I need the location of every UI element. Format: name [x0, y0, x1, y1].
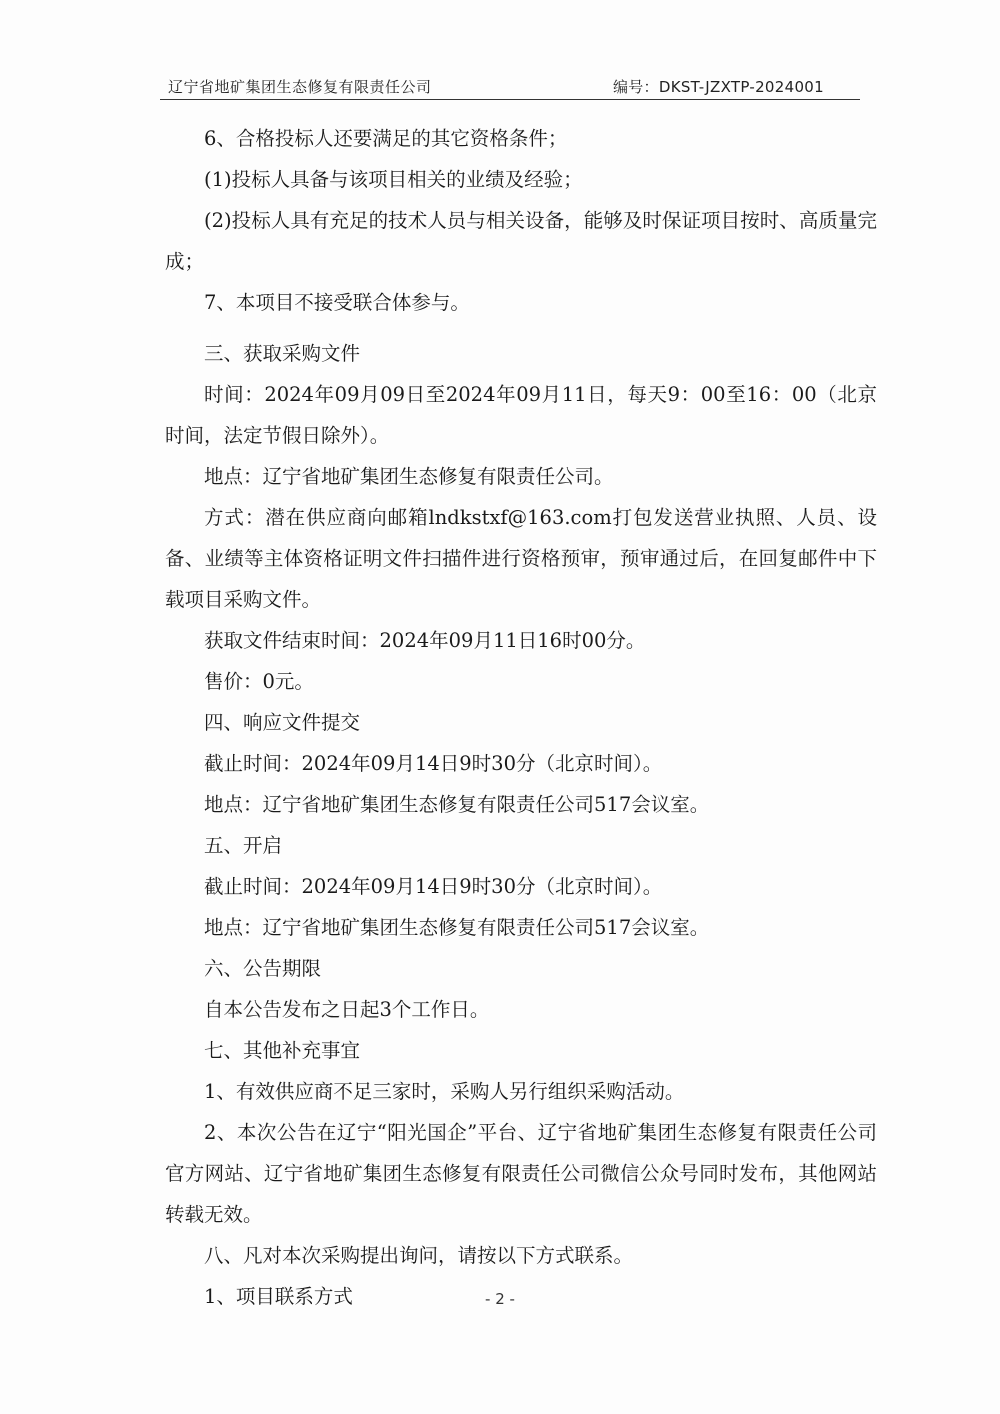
paragraph: 售价：0元。: [204, 670, 314, 693]
header-divider: [160, 99, 860, 100]
document-body: [165, 118, 877, 1317]
section-heading: 六、公告期限: [204, 957, 322, 980]
paragraph: 截止时间：2024年09月14日9时30分（北京时间）。: [204, 875, 663, 898]
paragraph: 方式：潜在供应商向邮箱lndkstxf@163.com打包发送营业执照、人员、设备、业绩等主体资格证明文件扫描件进行资格预审，预审通过后，在回复邮件中下载项目采购文件。: [165, 506, 877, 611]
paragraph: (2)投标人具有充足的技术人员与相关设备，能够及时保证项目按时、高质量完成；: [165, 209, 877, 273]
paragraph: 地点：辽宁省地矿集团生态修复有限责任公司。: [204, 465, 614, 488]
paragraph: 截止时间：2024年09月14日9时30分（北京时间）。: [204, 752, 663, 775]
section-heading: 八、凡对本次采购提出询问，请按以下方式联系。: [204, 1244, 634, 1267]
paragraph: 7、本项目不接受联合体参与。: [204, 291, 470, 314]
paragraph: 1、有效供应商不足三家时，采购人另行组织采购活动。: [204, 1080, 685, 1103]
section-heading: 五、开启: [204, 834, 283, 857]
section-heading: 七、其他补充事宜: [204, 1039, 361, 1062]
paragraph: 6、合格投标人还要满足的其它资格条件；: [204, 127, 568, 150]
header-org-name: 辽宁省地矿集团生态修复有限责任公司: [168, 78, 432, 96]
paragraph: 2、本次公告在辽宁“阳光国企”平台、辽宁省地矿集团生态修复有限责任公司官方网站、辽宁省地矿集团生态修复有限责任公司微信公众号同时发布，其他网站转载无效。: [165, 1121, 877, 1226]
section-heading: 三、获取采购文件: [204, 342, 361, 365]
paragraph: 获取文件结束时间：2024年09月11日16时00分。: [204, 629, 646, 652]
page-header: [168, 76, 860, 100]
header-doc-number: 编号：DKST-JZXTP-2024001: [612, 78, 824, 96]
page-number: - 2 -: [485, 1290, 515, 1308]
section-heading: 四、响应文件提交: [204, 711, 361, 734]
paragraph: 地点：辽宁省地矿集团生态修复有限责任公司517会议室。: [204, 793, 710, 816]
paragraph: 1、项目联系方式: [204, 1285, 353, 1308]
paragraph: 自本公告发布之日起3个工作日。: [204, 998, 490, 1021]
paragraph: 地点：辽宁省地矿集团生态修复有限责任公司517会议室。: [204, 916, 710, 939]
paragraph: (1)投标人具备与该项目相关的业绩及经验；: [204, 168, 583, 191]
paragraph: 时间：2024年09月09日至2024年09月11日，每天9：00至16：00（北京时间，法定节假日除外）。: [165, 383, 877, 447]
